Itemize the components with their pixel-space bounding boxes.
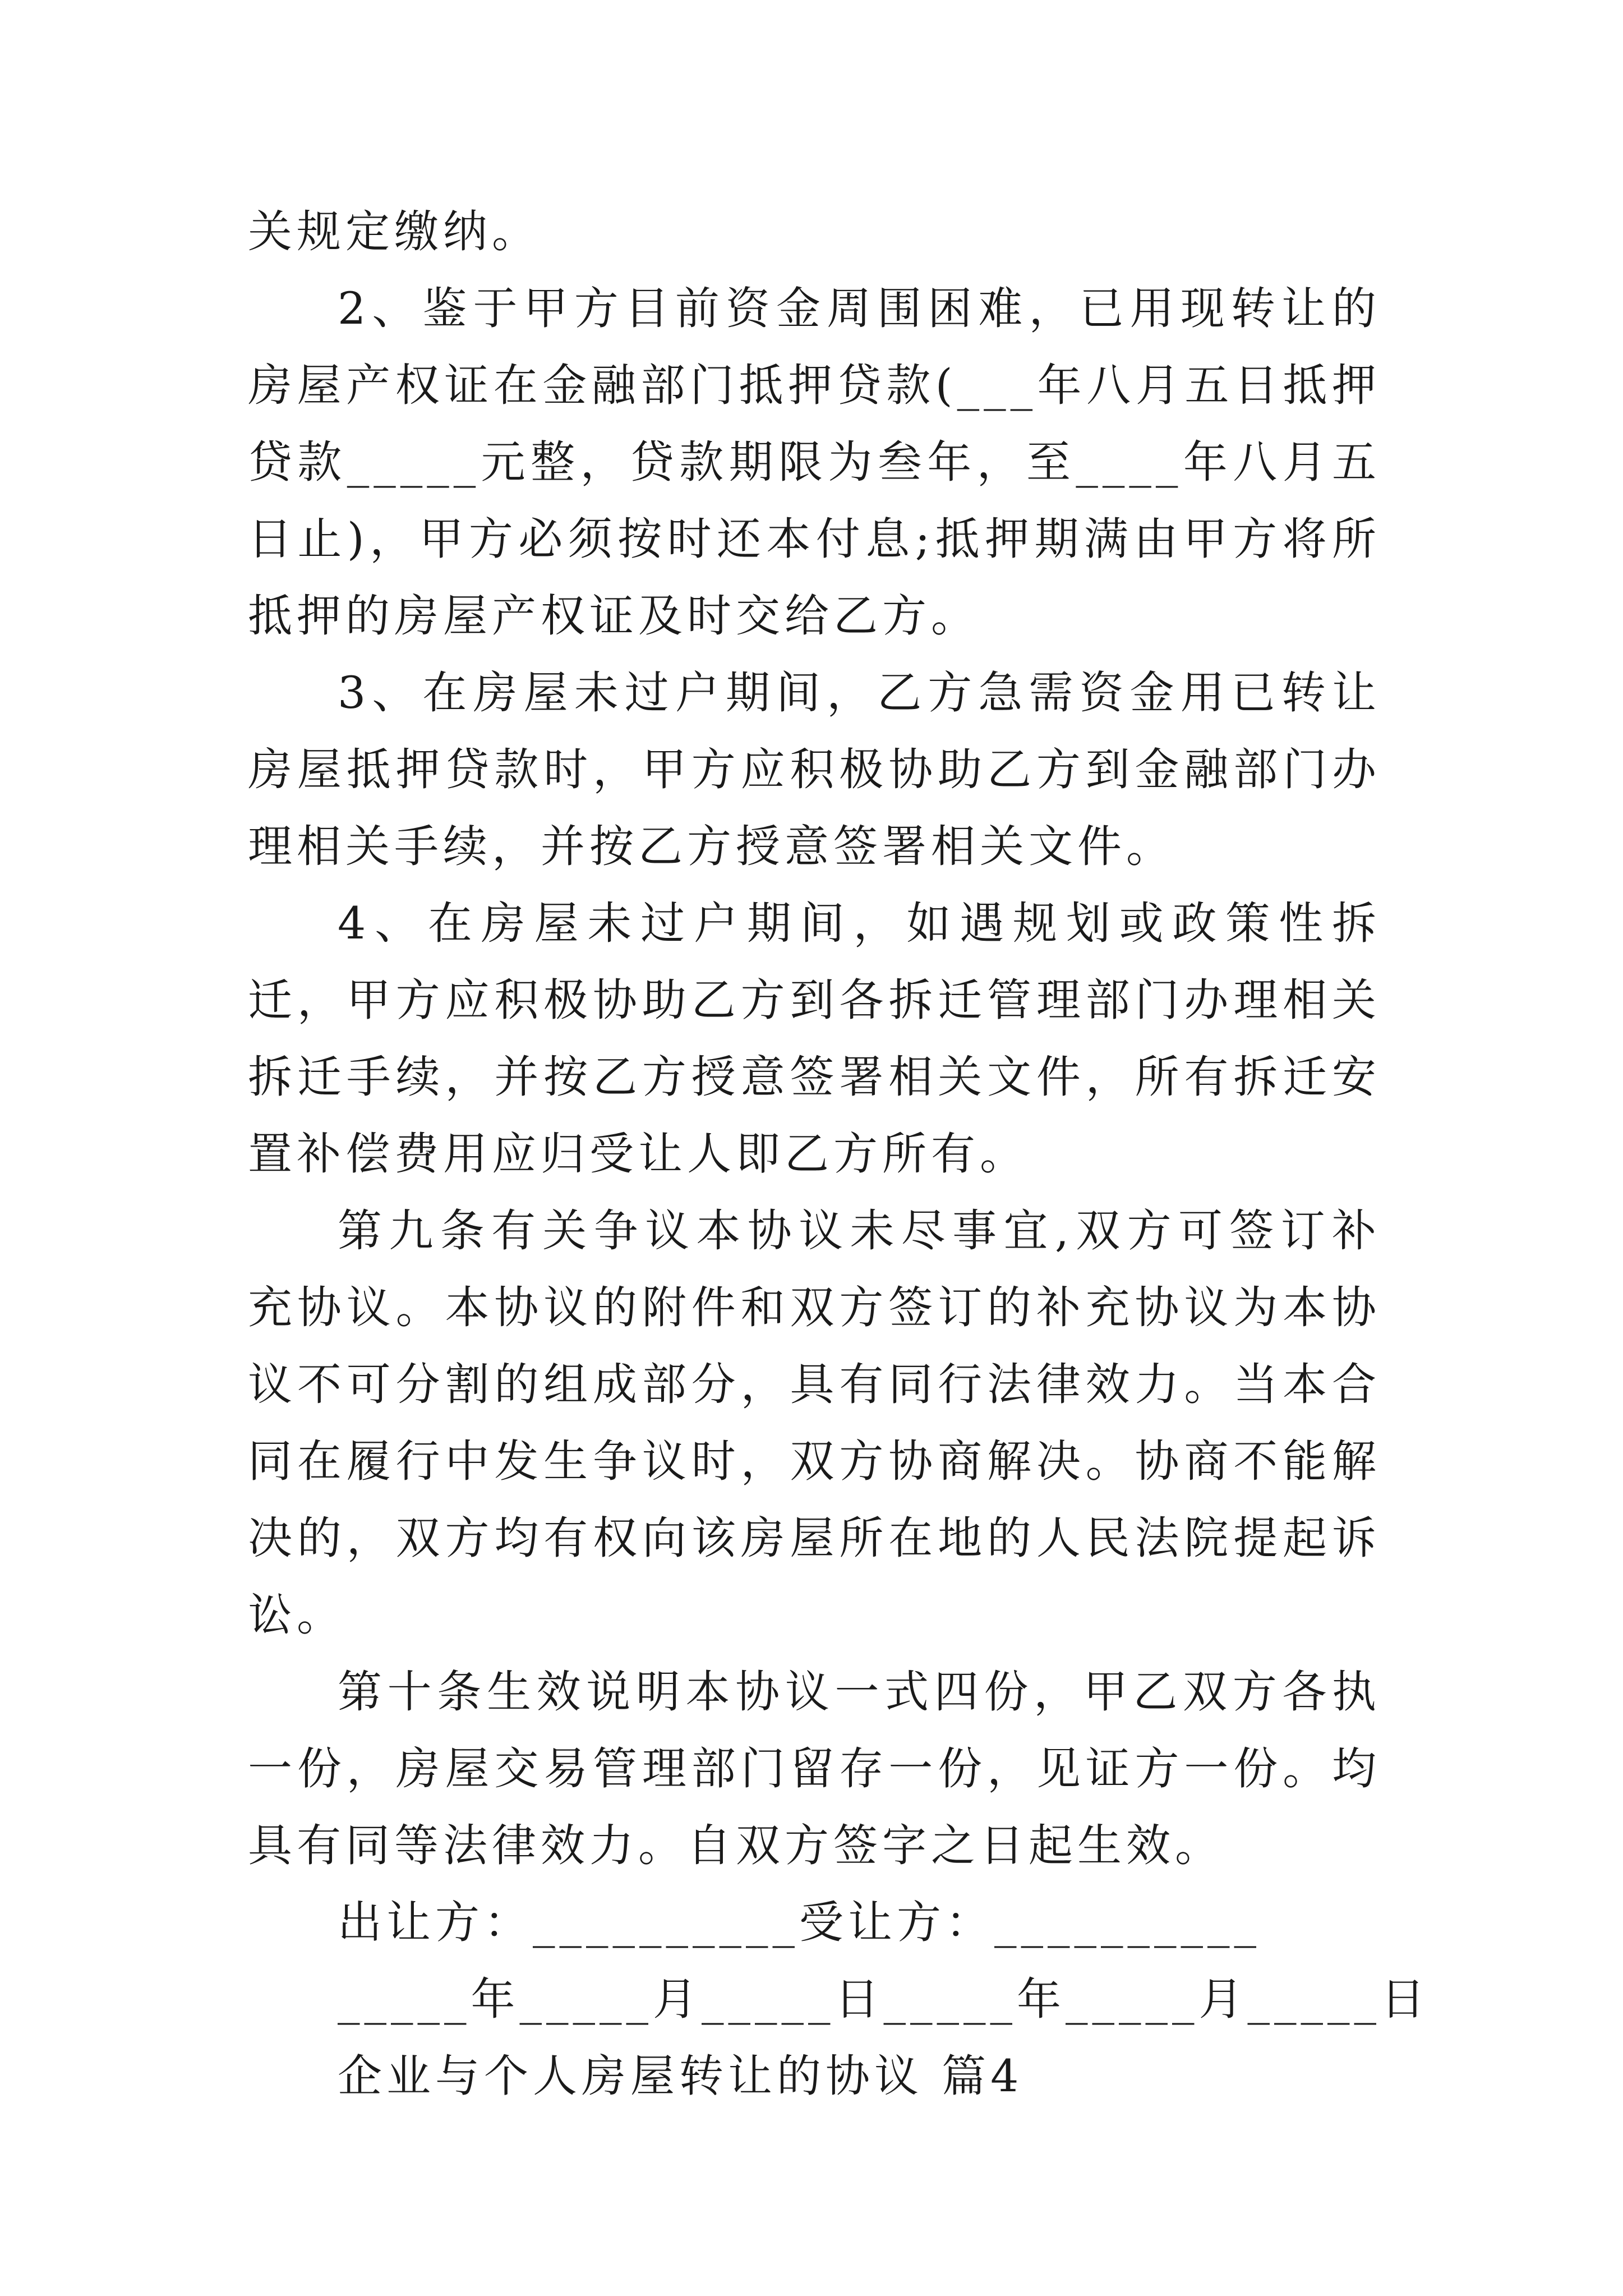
section-heading: 企业与个人房屋转让的协议 篇4 [338,2050,1023,2102]
paragraph-clause-4: 4、在房屋未过户期间，如遇规划或政策性拆迁，甲方应积极协助乙方到各拆迁管理部门办理相关拆迁手续，并按乙方授意签署相关文件，所有拆迁安置补偿费用应归受让人即乙方所有。 [248,898,1381,1180]
paragraph-continuation: 关规定缴纳。 [248,206,541,257]
document-body [248,194,1430,2115]
date-line: _____年_____月_____日_____年_____月_____日 [338,1973,1430,2025]
paragraph-clause-3: 3、在房屋未过户期间，乙方急需资金用已转让房屋抵押贷款时，甲方应积极协助乙方到金融部门办理相关手续，并按乙方授意签署相关文件。 [248,667,1381,872]
paragraph-article-9: 第九条有关争议本协议未尽事宜,双方可签订补充协议。本协议的附件和双方签订的补充协议为本协议不可分割的组成部分，具有同行法律效力。当本合同在履行中发生争议时，双方协商解决。协商不能解决的，双方均有权向该房屋所在地的人民法院提起诉讼。 [248,1205,1381,1641]
signature-line: 出让方：__________受让方：__________ [338,1897,1261,1948]
paragraph-clause-2: 2、鉴于甲方目前资金周围困难，已用现转让的房屋产权证在金融部门抵押贷款(___年八月五日抵押贷款_____元整，贷款期限为叁年，至____年八月五日止)，甲方必须按时还本付息;抵押期满由甲方将所抵押的房屋产权证及时交给乙方。 [248,283,1381,642]
paragraph-article-10: 第十条生效说明本协议一式四份，甲乙双方各执一份，房屋交易管理部门留存一份，见证方一份。均具有同等法律效力。自双方签字之日起生效。 [248,1666,1381,1871]
